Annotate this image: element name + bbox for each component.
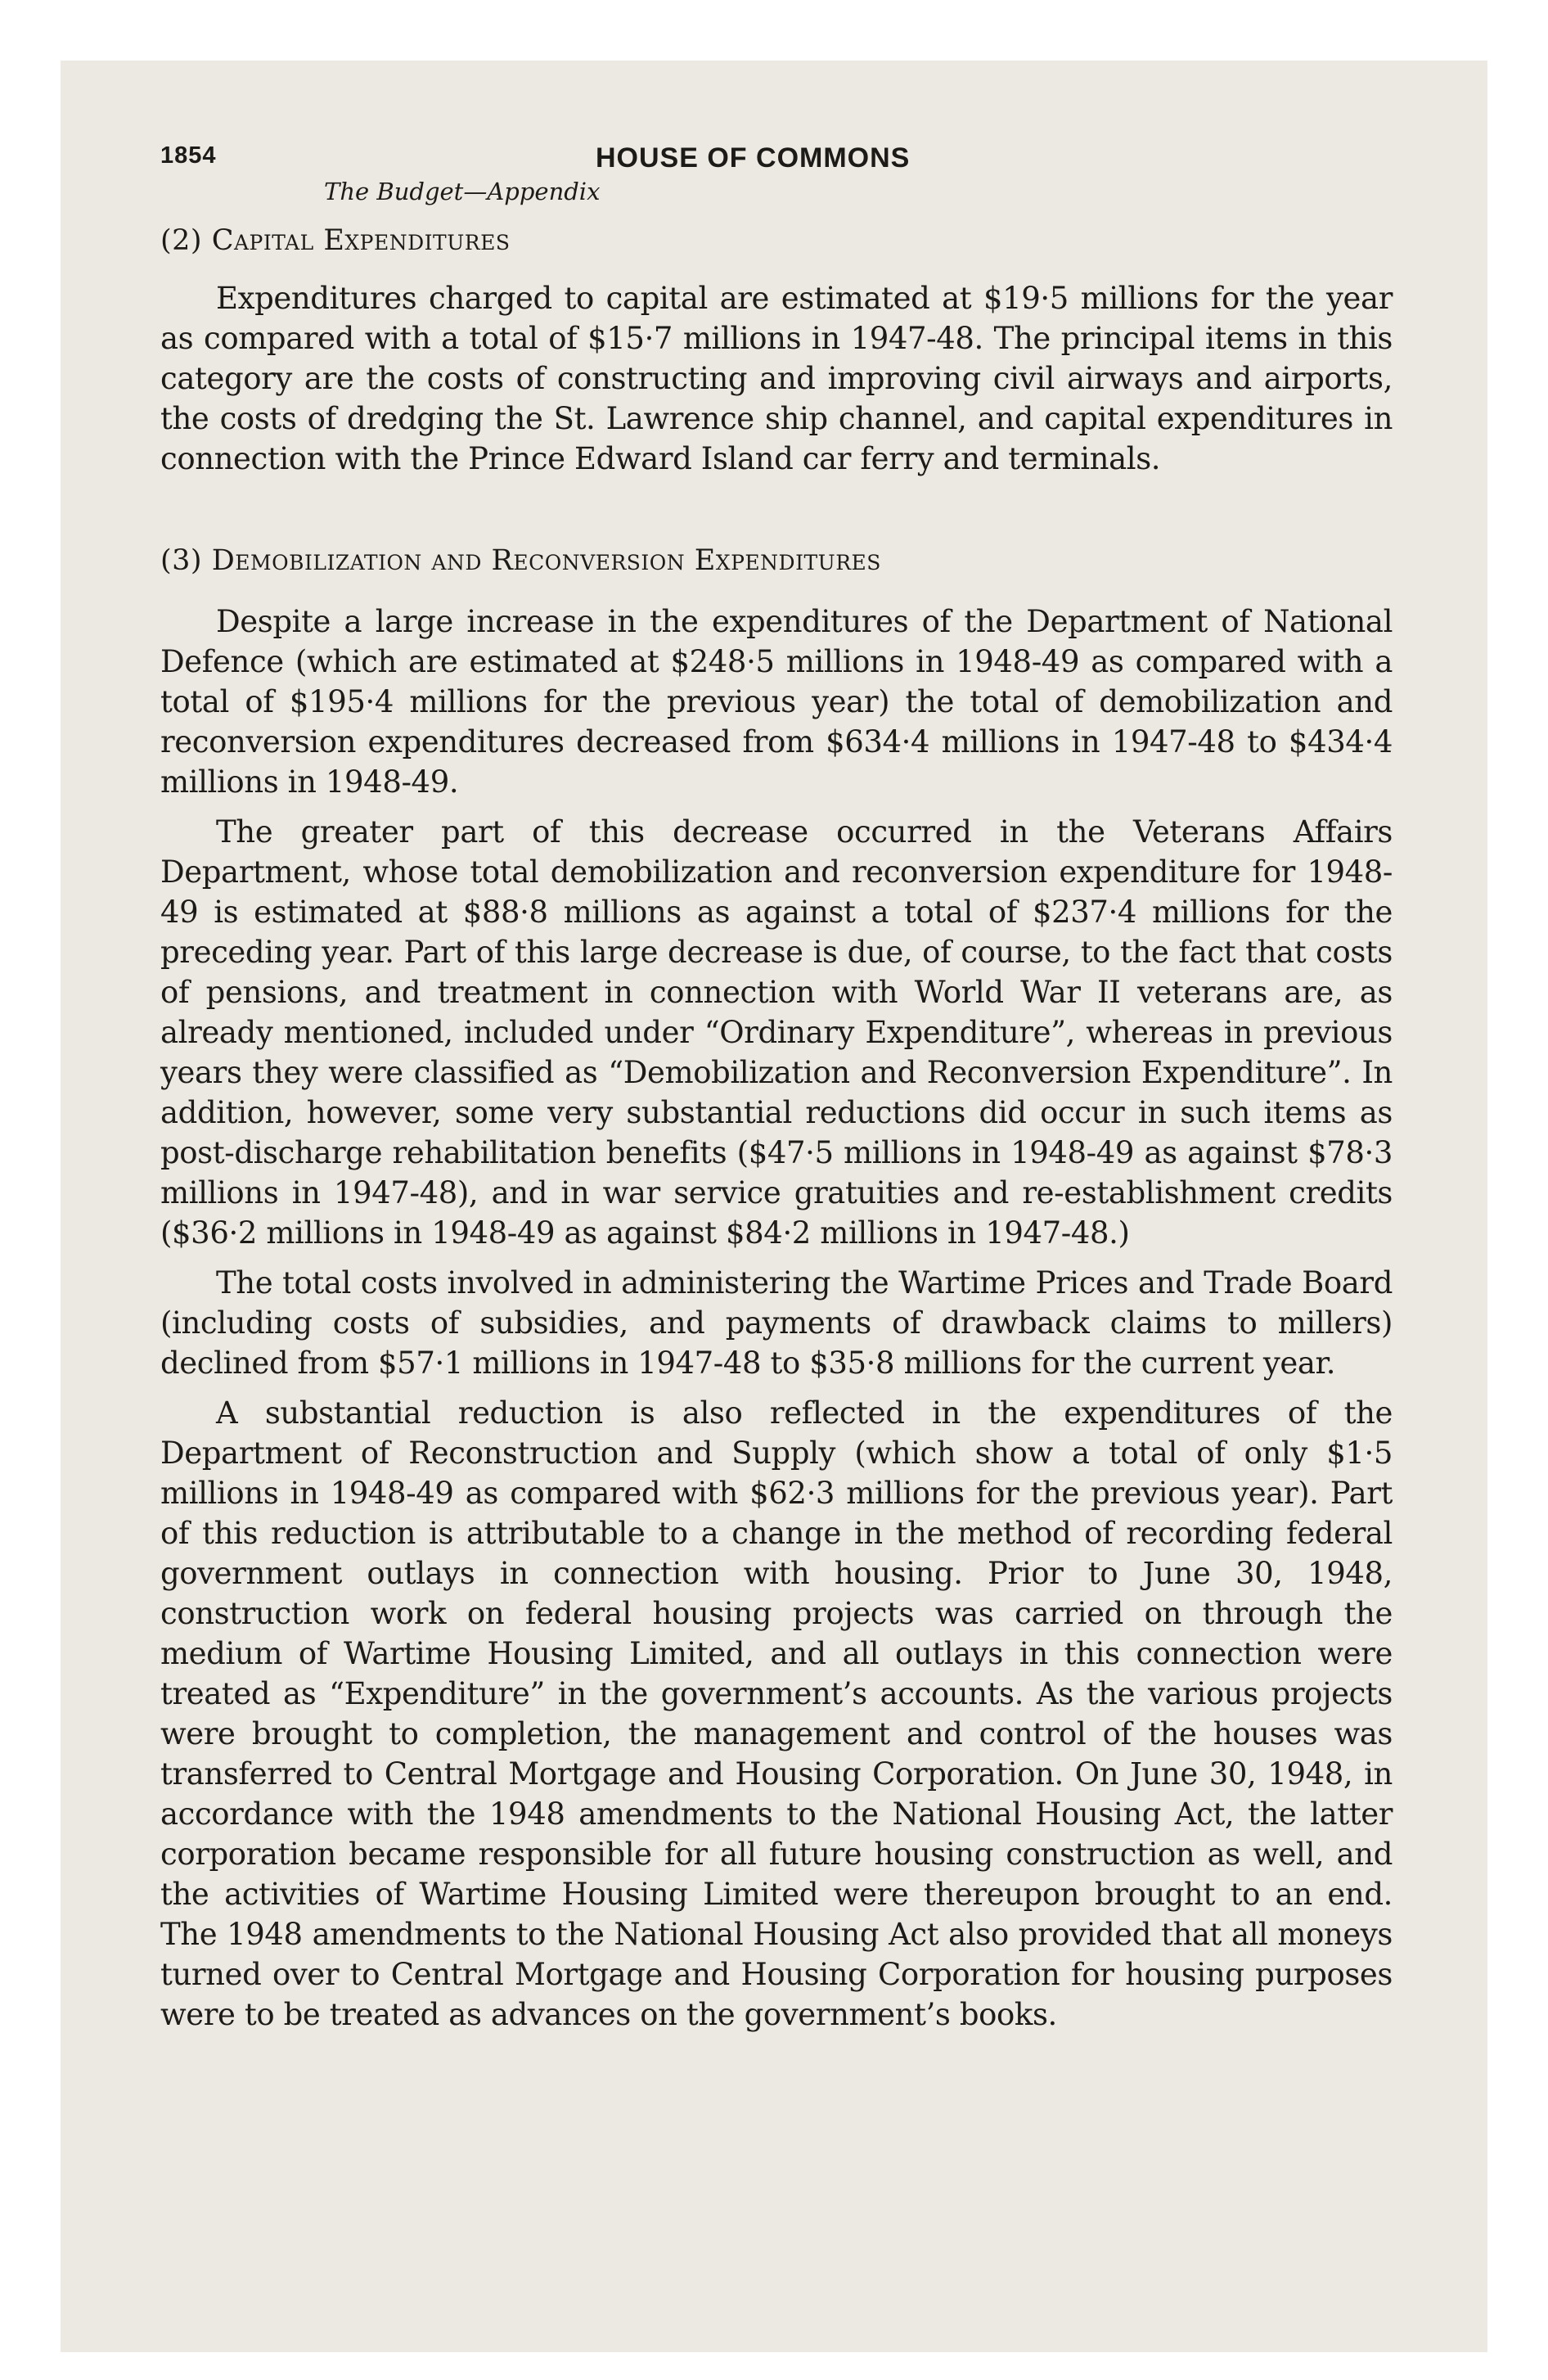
section-heading-capital: (2) Capital Expenditures (160, 224, 511, 257)
page-header (160, 142, 1393, 177)
section-heading-demobilization: (3) Demobilization and Reconversion Expenditures (160, 544, 881, 577)
document-body (160, 142, 1393, 2044)
section-subtitle: The Budget—Appendix (324, 178, 601, 205)
page-number: 1854 (160, 142, 217, 169)
paragraph: The total costs involved in administering the Wartime Prices and Trade Board (including costs of subsidies, and payments of drawback claims to millers) declined from $57·1 millions in 1947-48 to $35·8 millions for the current year. (160, 1265, 1393, 1381)
paragraph: Expenditures charged to capital are estimated at $19·5 millions for the year as compared with a total of $15·7 millions in 1947-48. The principal items in this category are the costs of constructing and improving civil airways and airports, the costs of dredging the St. Lawrence ship channel, and capital expenditures in connection with the Prince Edward Island car ferry and terminals. (160, 281, 1393, 476)
paragraph: The greater part of this decrease occurred in the Veterans Affairs Department, whose total demobilization and reconversion expenditure for 1948-49 is estimated at $88·8 millions as against a total of $237·4 millions for the preceding year. Part of this large decrease is due, of course, to the fact that costs of pensions, and treatment in connection with World War II veterans are, as already mentioned, included under “Ordinary Expenditure”, whereas in previous years they were classified as “Demobilization and Reconversion Expenditure”. In addition, however, some very substantial reductions did occur in such items as post-discharge rehabilitation benefits ($47·5 millions in 1948-49 as against $78·3 millions in 1947-48), and in war service gratuities and re-establishment credits ($36·2 millions in 1948-49 as against $84·2 millions in 1947-48.) (160, 814, 1393, 1251)
paragraph: Despite a large increase in the expenditures of the Department of National Defence (which are estimated at $248·5 millions in 1948-49 as compared with a total of $195·4 millions for the previous year) the total of demobilization and reconversion expenditures decreased from $634·4 millions in 1947-48 to $434·4 millions in 1948-49. (160, 604, 1393, 800)
paragraph: A substantial reduction is also reflected in the expenditures of the Department of Reconstruction and Supply (which show a total of only $1·5 millions in 1948-49 as compared with $62·3 millions for the previous year). Part of this reduction is attributable to a change in the method of recording federal government outlays in connection with housing. Prior to June 30, 1948, construction work on federal housing projects was carried on through the medium of Wartime Housing Limited, and all outlays in this connection were treated as “Expenditure” in the government’s accounts. As the various projects were brought to completion, the management and control of the houses was transferred to Central Mortgage and Housing Corporation. On June 30, 1948, in accordance with the 1948 amendments to the National Housing Act, the latter corporation became responsible for all future housing construction as well, and the activities of Wartime Housing Limited were thereupon brought to an end. The 1948 amendments to the National Housing Act also provided that all moneys turned over to Central Mortgage and Housing Corporation for housing purposes were to be treated as advances on the government’s books. (160, 1395, 1393, 2032)
running-title: HOUSE OF COMMONS (596, 142, 911, 174)
